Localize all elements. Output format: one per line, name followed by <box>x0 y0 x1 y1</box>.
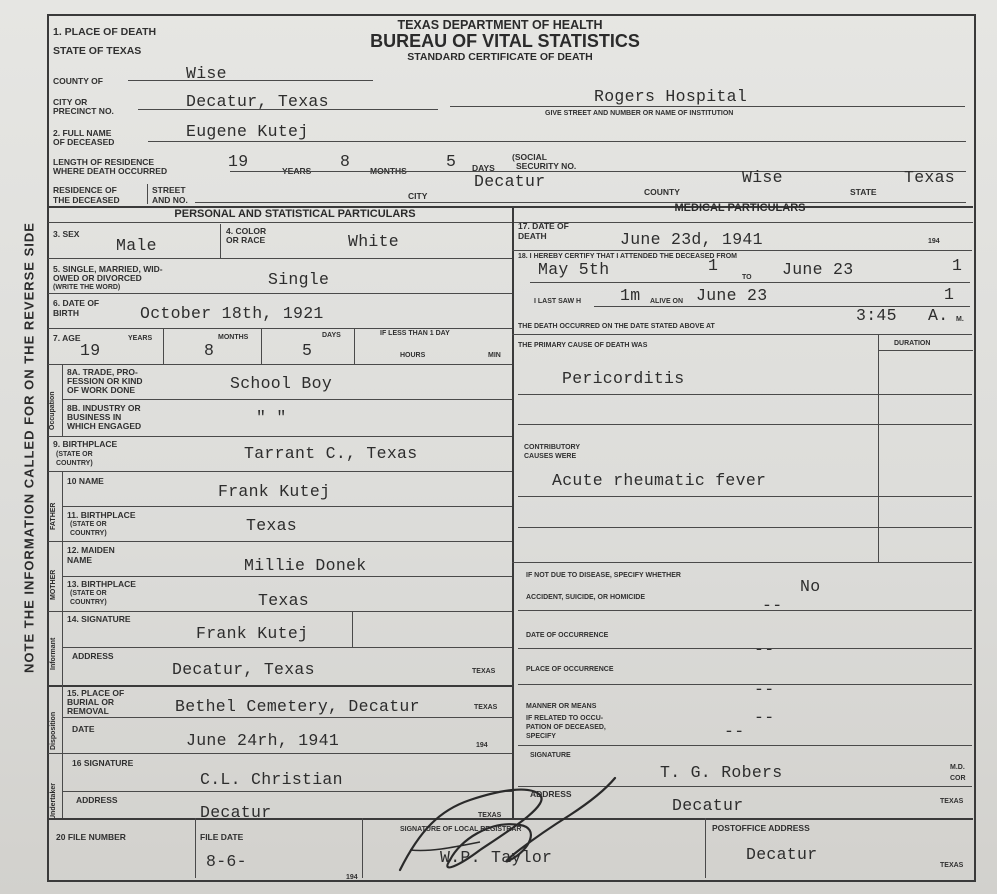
physician-sig-label: SIGNATURE <box>530 752 571 759</box>
duration-label: DURATION <box>894 340 931 347</box>
birthplace-value: Tarrant C., Texas <box>244 444 418 463</box>
father-bp-label-2: (STATE OR <box>70 521 107 528</box>
alive-on-label: ALIVE ON <box>650 298 684 305</box>
attended-to-year: 1 <box>952 256 963 275</box>
months-label: MONTHS <box>370 166 407 176</box>
father-bp-value: Texas <box>246 516 298 535</box>
res-state-label: STATE <box>850 187 877 197</box>
contrib-label-2: CAUSES WERE <box>524 453 577 460</box>
file-date-value: 8-6- <box>206 852 247 871</box>
marital-value: Single <box>268 270 330 289</box>
trade-value: School Boy <box>230 374 333 393</box>
county-label: COUNTY OF <box>53 76 103 86</box>
marital-label-1: 5. SINGLE, MARRIED, WID- <box>53 264 163 274</box>
postoffice-value: Decatur <box>746 845 818 864</box>
age-months: 8 <box>204 341 215 360</box>
informant-sig-label: 14. SIGNATURE <box>67 614 131 624</box>
mother-bp-label-1: 13. BIRTHPLACE <box>67 579 136 589</box>
street-label-1: STREET <box>152 185 186 195</box>
residence-years: 19 <box>228 152 249 171</box>
cor-label: COR <box>950 775 966 782</box>
burial-label-2: BURIAL OR <box>67 697 115 707</box>
burial-value: Bethel Cemetery, Decatur <box>175 697 420 716</box>
res-city-label: CITY <box>408 191 428 201</box>
sex-label: 3. SEX <box>53 229 80 239</box>
dob-value: October 18th, 1921 <box>140 304 324 323</box>
mother-name-label-2: NAME <box>67 555 93 565</box>
city-label-2: PRECINCT NO. <box>53 106 114 116</box>
accident-value: No <box>800 577 821 596</box>
side-note <box>19 190 41 710</box>
trade-label-3: OF WORK DONE <box>67 385 135 395</box>
physician-addr-value: Decatur <box>672 796 744 815</box>
informant-texas-label: TEXAS <box>472 668 496 675</box>
father-bp-label-1: 11. BIRTHPLACE <box>67 510 136 520</box>
residence-label-2: THE DECEASED <box>53 195 120 205</box>
mother-bp-label-3: COUNTRY) <box>70 599 107 606</box>
disposition-date-label: DATE <box>72 724 95 734</box>
city-label-1: CITY OR <box>53 97 88 107</box>
father-name-label: 10 NAME <box>67 476 104 486</box>
occur-date-label: DATE OF OCCURRENCE <box>526 632 609 639</box>
related-label-1: IF RELATED TO OCCU- <box>526 715 604 722</box>
manner-label: MANNER OR MEANS <box>526 703 597 710</box>
residence-label-1: RESIDENCE OF <box>53 185 117 195</box>
side-note-text: NOTE THE INFORMATION CALLED FOR ON THE REVERSE SIDE <box>21 222 37 673</box>
undertaker-addr-label: ADDRESS <box>76 795 118 805</box>
marital-label-3: (WRITE THE WORD) <box>53 284 121 291</box>
death-year-suffix: 194 <box>928 238 940 245</box>
color-value: White <box>348 232 400 251</box>
father-bp-label-3: COUNTRY) <box>70 530 107 537</box>
color-label-2: OR RACE <box>226 235 266 245</box>
bureau-title: BUREAU OF VITAL STATISTICS <box>370 31 640 51</box>
age-days: 5 <box>302 341 313 360</box>
postoffice-label: POSTOFFICE ADDRESS <box>712 823 810 833</box>
marital-label-2: OWED OR DIVORCED <box>53 273 142 283</box>
death-date-label-2: DEATH <box>518 231 547 241</box>
m-label: M. <box>956 316 964 323</box>
hours-label: HOURS <box>400 352 426 359</box>
street-label-2: AND NO. <box>152 195 188 205</box>
occur-place-label: PLACE OF OCCURRENCE <box>526 666 614 673</box>
alive-year: 1 <box>944 285 955 304</box>
mother-name-label-1: 12. MAIDEN <box>67 545 115 555</box>
file-number-label: 20 FILE NUMBER <box>56 832 126 842</box>
death-ampm-value: A. <box>928 306 949 325</box>
primary-cause-value: Pericorditis <box>562 369 685 388</box>
sex-value: Male <box>116 236 157 255</box>
postoffice-texas-label: TEXAS <box>940 862 964 869</box>
physician-addr-label: ADDRESS <box>530 789 572 799</box>
death-date-value: June 23d, 1941 <box>620 230 763 249</box>
res-state-value: Texas <box>904 168 956 187</box>
mother-name-value: Millie Donek <box>244 556 367 575</box>
father-name-value: Frank Kutej <box>218 482 331 501</box>
dob-label-1: 6. DATE OF <box>53 298 100 308</box>
undertaker-tab-text: Undertaker <box>50 783 57 820</box>
res-city-value: Decatur <box>474 172 546 191</box>
full-name-value: Eugene Kutej <box>186 122 309 141</box>
attended-to-value: June 23 <box>782 260 854 279</box>
registrar-label: SIGNATURE OF LOCAL REGISTRAR <box>400 826 522 833</box>
physician-value: T. G. Robers <box>660 763 783 782</box>
disposition-year-suffix: 194 <box>476 742 488 749</box>
place-of-death-label: 1. PLACE OF DEATH <box>53 26 157 38</box>
undertaker-value: C.L. Christian <box>200 770 343 789</box>
birthplace-label-1: 9. BIRTHPLACE <box>53 439 118 449</box>
undertaker-texas-label: TEXAS <box>478 812 502 819</box>
mother-bp-label-2: (STATE OR <box>70 590 107 597</box>
burial-label-1: 15. PLACE OF <box>67 688 125 698</box>
related-label-2: PATION OF DECEASED, <box>526 724 606 731</box>
age-years: 19 <box>80 341 101 360</box>
age-years-label: YEARS <box>128 335 153 342</box>
to-label: TO <box>742 274 752 281</box>
burial-label-3: REMOVAL <box>67 706 109 716</box>
mother-tab-text: MOTHER <box>50 569 57 600</box>
burial-texas-label: TEXAS <box>474 704 498 711</box>
medical-section-title: MEDICAL PARTICULARS <box>674 202 806 214</box>
mother-bp-value: Texas <box>258 591 310 610</box>
accident-dash: -- <box>762 596 783 615</box>
related-label-3: SPECIFY <box>526 733 556 740</box>
informant-addr-label: ADDRESS <box>72 651 114 661</box>
occupation-tab-text: Occupation <box>49 391 56 430</box>
contrib-label-1: CONTRIBUTORY <box>524 444 580 451</box>
institution-hint: GIVE STREET AND NUMBER OR NAME OF INSTITUTION <box>545 110 734 117</box>
informant-addr-value: Decatur, Texas <box>172 660 315 679</box>
full-name-label-2: OF DECEASED <box>53 137 115 147</box>
not-disease-label: IF NOT DUE TO DISEASE, SPECIFY WHETHER <box>526 572 681 579</box>
last-saw-h-value: 1m <box>620 286 641 305</box>
informant-tab-text: Informant <box>50 637 57 670</box>
physician-texas-label: TEXAS <box>940 798 964 805</box>
trade-label-1: 8A. TRADE, PRO- <box>67 367 138 377</box>
residence-length-label-1: LENGTH OF RESIDENCE <box>53 157 155 167</box>
residence-months: 8 <box>340 152 351 171</box>
less-than-day-label: IF LESS THAN 1 DAY <box>380 330 450 337</box>
file-date-label: FILE DATE <box>200 832 244 842</box>
residence-length-label-2: WHERE DEATH OCCURRED <box>53 166 168 176</box>
res-county-label: COUNTY <box>644 187 680 197</box>
industry-value: " " <box>256 408 287 427</box>
institution-value: Rogers Hospital <box>594 87 748 106</box>
primary-cause-label: THE PRIMARY CAUSE OF DEATH WAS <box>518 342 648 349</box>
full-name-label-1: 2. FULL NAME <box>53 128 112 138</box>
registrar-value: W.P. Taylor <box>440 848 553 867</box>
dob-label-2: BIRTH <box>53 308 79 318</box>
department-title: TEXAS DEPARTMENT OF HEALTH <box>397 18 603 32</box>
contrib-value: Acute rheumatic fever <box>552 471 767 490</box>
accident-label: ACCIDENT, SUICIDE, OR HOMICIDE <box>526 594 646 601</box>
father-tab-text: FATHER <box>50 502 57 530</box>
last-saw-label: I LAST SAW H <box>534 298 582 305</box>
manner-value: -- <box>754 708 775 727</box>
birthplace-label-3: COUNTRY) <box>56 460 93 467</box>
md-label: M.D. <box>950 764 965 771</box>
file-year-suffix: 194 <box>346 874 358 881</box>
birthplace-label-2: (STATE OR <box>56 451 93 458</box>
disposition-date-value: June 24rh, 1941 <box>186 731 340 750</box>
registrar-signature-scrawl <box>380 770 620 890</box>
state-of-texas-label: STATE OF TEXAS <box>53 45 142 57</box>
death-date-label-1: 17. DATE OF <box>518 221 569 231</box>
attended-from-year: 1 <box>708 256 719 275</box>
death-time-value: 3:45 <box>856 306 897 325</box>
alive-on-value: June 23 <box>696 286 768 305</box>
min-label: MIN <box>488 352 501 359</box>
industry-label-2: BUSINESS IN <box>67 412 122 422</box>
attended-from-value: May 5th <box>538 260 610 279</box>
residence-days: 5 <box>446 152 457 171</box>
trade-label-2: FESSION OR KIND <box>67 376 143 386</box>
res-county-value: Wise <box>742 168 783 187</box>
county-value: Wise <box>186 64 227 83</box>
personal-section-title: PERSONAL AND STATISTICAL PARTICULARS <box>174 208 416 220</box>
disposition-tab-text: Disposition <box>50 711 57 750</box>
occur-place-value: -- <box>754 680 775 699</box>
ssn-label-2: SECURITY NO. <box>516 161 577 171</box>
related-value: -- <box>724 722 745 741</box>
form-title: STANDARD CERTIFICATE OF DEATH <box>407 51 593 63</box>
undertaker-sig-label: 16 SIGNATURE <box>72 758 134 768</box>
industry-label-3: WHICH ENGAGED <box>67 421 142 431</box>
occur-date-value: -- <box>754 640 775 659</box>
age-label: 7. AGE <box>53 333 81 343</box>
years-label: YEARS <box>282 166 312 176</box>
certify-label: 18. I HEREBY CERTIFY THAT I ATTENDED THE DECEASED FROM <box>518 253 737 260</box>
death-time-label: THE DEATH OCCURRED ON THE DATE STATED ABOVE AT <box>518 323 715 330</box>
age-months-label: MONTHS <box>218 334 249 341</box>
age-days-label: DAYS <box>322 332 341 339</box>
informant-value: Frank Kutej <box>196 624 309 643</box>
city-value: Decatur, Texas <box>186 92 329 111</box>
undertaker-addr-value: Decatur <box>200 803 272 822</box>
color-label-1: 4. COLOR <box>226 226 267 236</box>
days-label: DAYS <box>472 163 495 173</box>
ssn-label-1: (SOCIAL <box>512 152 547 162</box>
industry-label-1: 8B. INDUSTRY OR <box>67 403 141 413</box>
